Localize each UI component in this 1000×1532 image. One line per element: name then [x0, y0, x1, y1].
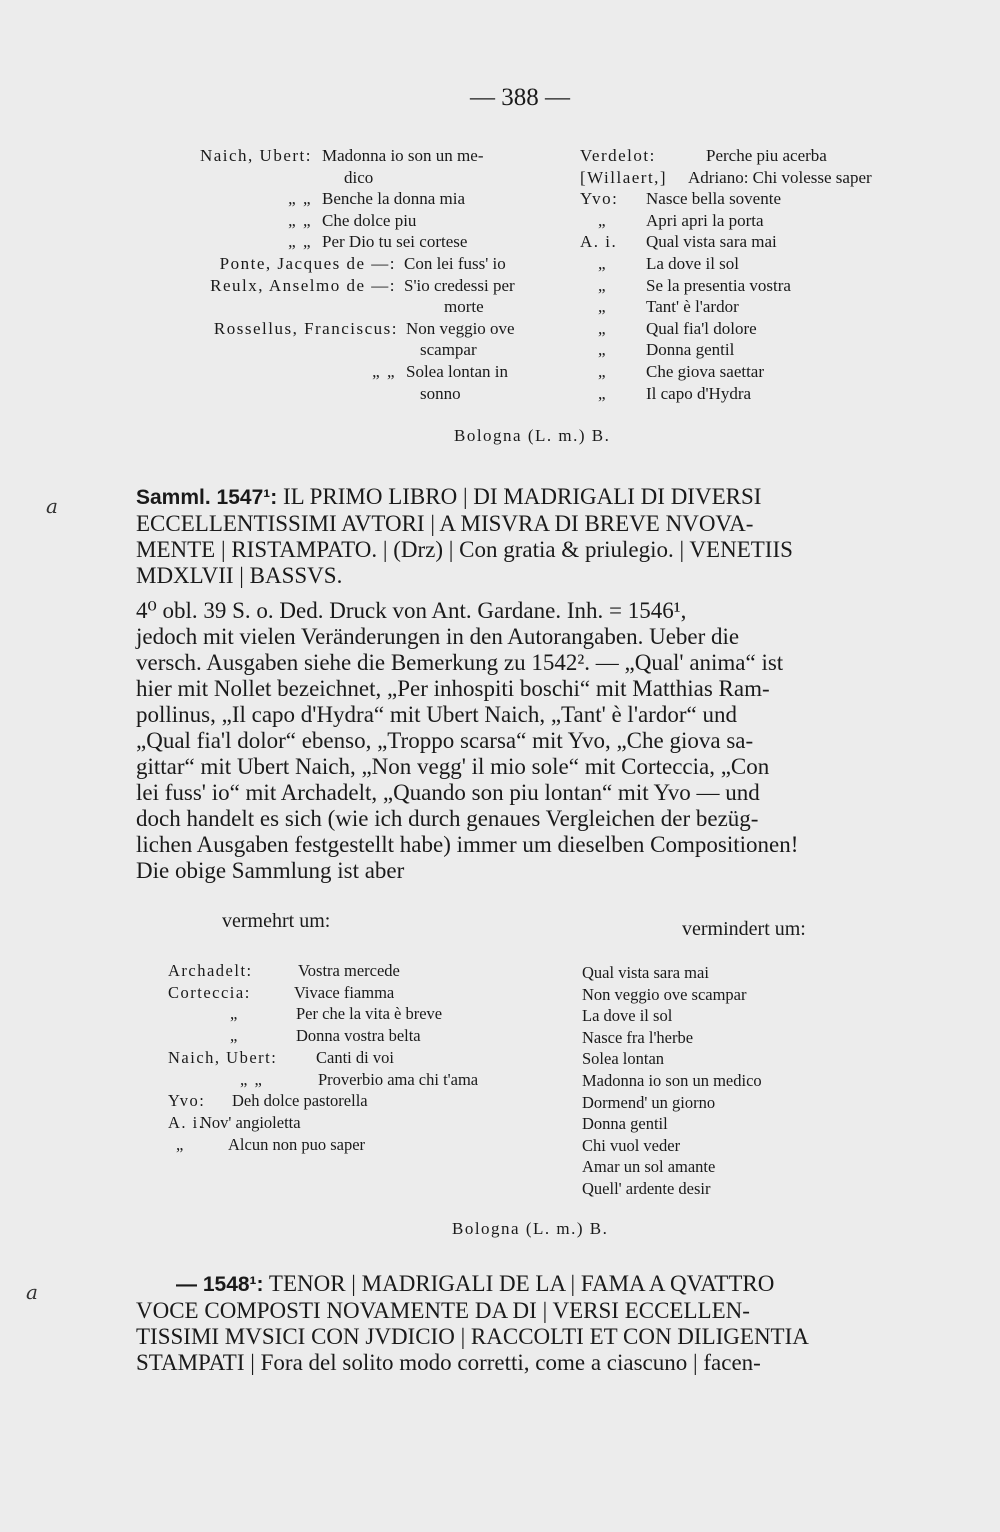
entry-1547	[136, 484, 968, 589]
top-left-title: S'io credessi per	[404, 275, 515, 295]
entry-1547-description-line: lichen Ausgaben festgestellt habe) immer um dieselben Compositionen!	[136, 832, 799, 857]
top-left-title: dico	[344, 167, 374, 187]
top-right-name: „	[598, 362, 608, 381]
vermindert-item: Non veggio ove scampar	[582, 984, 747, 1004]
top-right-name: „	[598, 318, 608, 338]
vermindert-item: Madonna io son un medico	[582, 1071, 762, 1090]
entry-1548-title-line: VOCE COMPOSTI NOVAMENTE DA DI | VERSI ECCELLEN-	[136, 1298, 750, 1323]
vermehrt-name: Naich, Ubert:	[168, 1047, 278, 1067]
top-right-title: Apri apri la porta	[646, 210, 764, 230]
entry-1547-description-line: „Qual fia'l dolor“ ebenso, „Troppo scarsa“ mit Yvo, „Che giova sa-	[136, 728, 754, 753]
vermehrt-name: Yvo:	[168, 1091, 206, 1111]
top-left-name: „ „	[288, 189, 312, 209]
entry-1547-description-line: gittar“ mit Ubert Naich, „Non vegg' il mio sole“ mit Corteccia, „Con	[136, 754, 770, 779]
top-right-title: Donna gentil	[646, 340, 735, 360]
vermehrt-title: Per che la vita è breve	[296, 1004, 443, 1024]
entry-1547-description-line: 4⁰ obl. 39 S. o. Ded. Druck von Ant. Gardane. Inh. = 1546¹,	[136, 598, 687, 623]
entry-1547-description-line: pollinus, „Il capo d'Hydra“ mit Ubert Naich, „Tant' è l'ardor“ und	[136, 702, 737, 727]
entry-1547-description-line: hier mit Nollet bezeichnet, „Per inhospiti boschi“ mit Matthias Ram-	[136, 676, 770, 701]
top-left-title: Non veggio ove	[406, 318, 515, 338]
top-right-name: Yvo:	[580, 189, 619, 209]
vermehrt-title: Proverbio ama chi t'ama	[318, 1069, 479, 1089]
vermindert-item: Quell' ardente desir	[582, 1179, 711, 1198]
vermehrt-title: Deh dolce pastorella	[232, 1091, 368, 1111]
top-left-name: Ponte, Jacques de —:	[219, 254, 396, 273]
location-2: Bologna (L. m.) B.	[452, 1219, 609, 1238]
top-left-name: „ „	[372, 362, 396, 381]
top-left-name: „ „	[288, 210, 312, 230]
vermindert-heading: vermindert um:	[682, 918, 806, 940]
top-right-title: Qual vista sara mai	[646, 232, 777, 252]
vermehrt-title: Canti di voi	[316, 1047, 394, 1067]
page-number: — 388 —	[470, 84, 570, 111]
top-left-name: Naich, Ubert:	[199, 146, 312, 165]
entry-1547-description-line: lei fuss' io“ mit Archadelt, „Quando son piu lontan“ mit Yvo — und	[136, 780, 760, 805]
top-left-title: Che dolce piu	[322, 210, 417, 230]
vermindert-item: Qual vista sara mai	[582, 963, 709, 982]
top-left-title: Benche la donna mia	[322, 189, 466, 209]
vermehrt-name: Archadelt:	[168, 961, 253, 980]
entry-1548-title-line: STAMPATI | Fora del solito modo corretti, come a ciascuno | facen-	[136, 1350, 761, 1375]
entry-1547-title-line: ECCELLENTISSIMI AVTORI | A MISVRA DI BREVE NVOVA-	[136, 511, 754, 536]
entry-1547-label: Samml. 1547¹:	[136, 486, 278, 509]
vermehrt-title: Nov' angioletta	[200, 1112, 301, 1132]
top-right-title: Che giova saettar	[646, 362, 765, 381]
vermehrt-name: Corteccia:	[168, 982, 251, 1002]
top-left-title: Madonna io son un me-	[322, 146, 484, 165]
entry-1547-title-line: MDXLVII | BASSVS.	[136, 563, 343, 588]
top-left-title: scampar	[420, 340, 477, 360]
vermehrt-name: „	[230, 1004, 239, 1024]
vermehrt-name: „	[230, 1026, 239, 1046]
vermehrt-title: Donna vostra belta	[296, 1026, 421, 1046]
vermindert-item: Donna gentil	[582, 1114, 668, 1134]
location-1: Bologna (L. m.) B.	[454, 426, 611, 445]
top-right-name: Verdelot:	[580, 146, 656, 165]
top-right-name: „	[598, 340, 608, 360]
entry-1548-title: TENOR | MADRIGALI DE LA | FAMA A QVATTRO	[268, 1271, 775, 1296]
top-left-title: sonno	[420, 383, 461, 403]
top-left-title: Con lei fuss' io	[404, 254, 506, 273]
top-right-title: Adriano: Chi volesse saper	[688, 167, 872, 187]
top-right-name: A. i.	[580, 232, 618, 252]
entry-1548-title-line: TISSIMI MVSICI CON JVDICIO | RACCOLTI ET CON DILIGENTIA	[136, 1324, 809, 1349]
entry-1547-description-line: Die obige Sammlung ist aber	[136, 858, 405, 883]
top-left-name: Rossellus, Franciscus:	[213, 318, 398, 338]
entry-1547-description-line: versch. Ausgaben siehe die Bemerkung zu 1542². — „Qual' anima“ ist	[136, 650, 784, 675]
top-left-name: Reulx, Anselmo de —:	[210, 275, 396, 295]
top-left-title: Per Dio tu sei cortese	[322, 232, 468, 252]
top-right-title: Il capo d'Hydra	[646, 383, 752, 403]
top-right-name: „	[598, 210, 608, 230]
top-right-title: Nasce bella sovente	[646, 189, 781, 209]
vermehrt-heading: vermehrt um:	[222, 910, 331, 932]
top-right-name: [Willaert,]	[580, 167, 668, 187]
top-right-name: „	[598, 383, 608, 403]
top-right-title: Tant' è l'ardor	[646, 297, 739, 317]
top-right-title: La dove il sol	[646, 254, 740, 273]
entry-1547-description-line: jedoch mit vielen Veränderungen in den Autorangaben. Ueber die	[136, 624, 740, 649]
vermehrt-title: Vivace fiamma	[294, 982, 395, 1002]
top-left-title: morte	[444, 297, 484, 317]
top-right-name: „	[598, 297, 608, 317]
entry-1547-description-line: doch handelt es sich (wie ich durch genaues Vergleichen der bezüg-	[136, 806, 759, 831]
top-right-title: Se la presentia vostra	[646, 275, 791, 295]
top-right-name: „	[598, 275, 608, 295]
margin-note-2: a	[26, 1280, 38, 1304]
entry-1548-label: — 1548¹:	[176, 1273, 264, 1296]
margin-note-1: a	[46, 494, 58, 518]
top-right-name: „	[598, 254, 608, 273]
vermindert-item: Dormend' un giorno	[582, 1092, 716, 1112]
top-left-title: Solea lontan in	[406, 362, 508, 381]
entry-1547-title: IL PRIMO LIBRO | DI MADRIGALI DI DIVERSI	[283, 484, 762, 509]
vermindert-item: Amar un sol amante	[582, 1157, 716, 1177]
vermehrt-title: Vostra mercede	[298, 961, 400, 980]
top-right-title: Perche piu acerba	[706, 146, 827, 165]
vermehrt-name: A. i.	[168, 1112, 205, 1132]
vermehrt-name: „ „	[240, 1069, 264, 1089]
entry-1548	[136, 1271, 968, 1376]
vermindert-item: La dove il sol	[582, 1006, 673, 1026]
top-right-title: Qual fia'l dolore	[646, 318, 757, 338]
entry-1547-description	[136, 598, 974, 884]
top-left-name: „ „	[288, 232, 312, 252]
vermindert-item: Chi vuol veder	[582, 1135, 681, 1155]
vermehrt-name: „	[176, 1134, 185, 1154]
vermindert-item: Nasce fra l'herbe	[582, 1027, 694, 1047]
vermehrt-title: Alcun non puo saper	[228, 1134, 366, 1154]
entry-1547-title-line: MENTE | RISTAMPATO. | (Drz) | Con gratia & priulegio. | VENETIIS	[136, 537, 793, 562]
vermindert-item: Solea lontan	[582, 1049, 665, 1069]
